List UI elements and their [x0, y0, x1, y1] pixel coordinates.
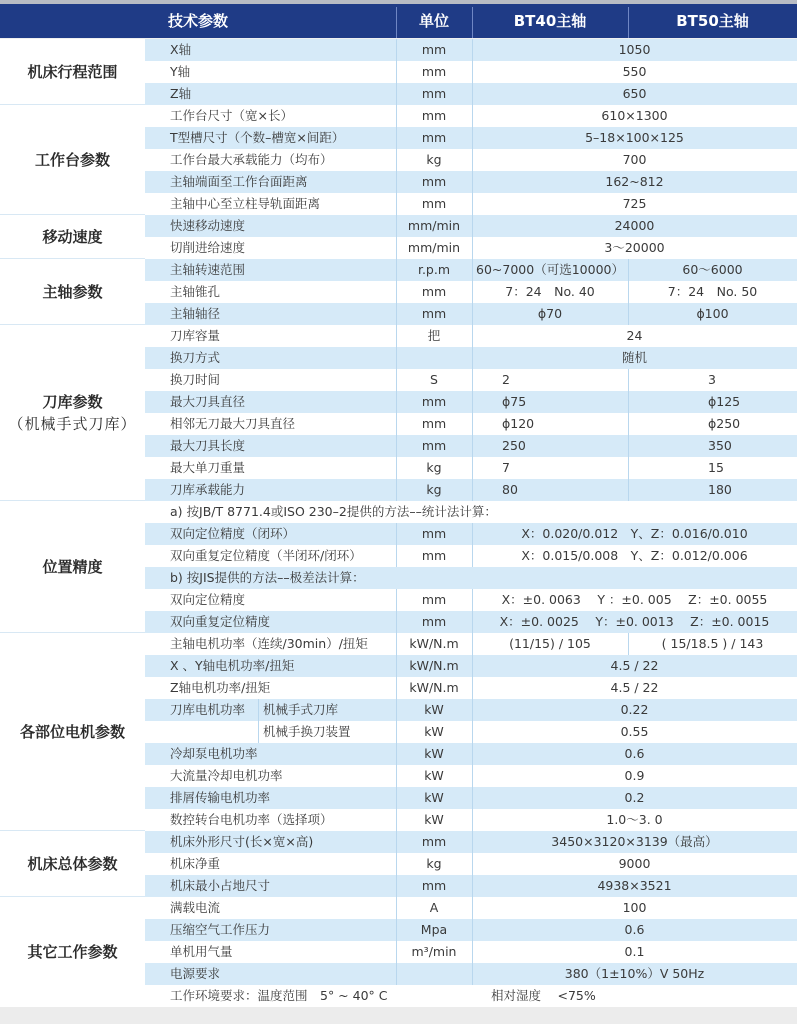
- table-row: [145, 237, 797, 259]
- bt40-value: ϕ75: [502, 394, 527, 409]
- spec-value: 24000: [614, 218, 655, 233]
- table-note-row: [145, 567, 797, 589]
- unit-value: r.p.m: [417, 262, 451, 277]
- table-row: [145, 435, 797, 457]
- spec-value: X：±0. 0025 Y：±0. 0013 Z：±0. 0015: [499, 614, 770, 629]
- bt40-value: 60~7000（可选10000）: [476, 262, 624, 277]
- item-label: 压缩空气工作压力: [170, 922, 271, 937]
- unit-value: mm: [421, 108, 447, 123]
- category-label: 主轴参数: [42, 282, 103, 301]
- unit-value: kg: [426, 482, 442, 497]
- category-accuracy: [0, 501, 145, 633]
- item-label: 刀库承载能力: [170, 482, 246, 497]
- bt50-value: 60～6000: [682, 262, 743, 277]
- item-label: 主轴轴径: [170, 306, 221, 321]
- unit-value: [396, 963, 472, 985]
- spec-value: 0.2: [624, 790, 645, 805]
- spec-value: 162~812: [605, 174, 664, 189]
- column-divider: [472, 435, 473, 457]
- table-row: [145, 809, 797, 831]
- unit-value: kW: [424, 790, 444, 805]
- spec-value: 1.0～3. 0: [606, 812, 663, 827]
- unit-value: mm: [421, 878, 447, 893]
- category-label: 刀库参数: [42, 392, 103, 411]
- spec-value: 5–18×100×125: [585, 130, 684, 145]
- item-label: 排屑传输电机功率: [170, 790, 271, 805]
- item-label: X轴: [170, 42, 192, 57]
- bt50-value: 15: [708, 460, 724, 475]
- unit-value: [396, 347, 472, 369]
- unit-value: mm: [421, 394, 447, 409]
- item-label: X 、Y轴电机功率/扭矩: [170, 658, 295, 673]
- category-worktable: [0, 105, 145, 215]
- category-sublabel: （机械手式刀库）: [8, 414, 137, 433]
- note-text-humidity: 相对湿度 <75%: [491, 988, 596, 1003]
- table-row: [145, 699, 797, 721]
- unit-value: m³/min: [411, 944, 457, 959]
- table-row: [145, 743, 797, 765]
- spec-value: 0.1: [624, 944, 645, 959]
- item-label: Z轴: [170, 86, 192, 101]
- spec-value: 4938×3521: [597, 878, 672, 893]
- unit-value: Mpa: [420, 922, 448, 937]
- unit-value: kW/N.m: [409, 658, 459, 673]
- unit-value: A: [429, 900, 439, 915]
- item-label: 数控转台电机功率（选择项）: [170, 812, 333, 827]
- note-text: 工作环境要求：温度范围 5° ~ 40° C: [170, 988, 388, 1003]
- unit-value: kW/N.m: [409, 680, 459, 695]
- column-divider: [628, 413, 629, 435]
- table-row: [145, 523, 797, 545]
- category-label: 机床行程范围: [27, 62, 118, 81]
- bt50-value: 180: [708, 482, 732, 497]
- unit-value: kg: [426, 152, 442, 167]
- spec-value: 650: [622, 86, 647, 101]
- item-label: 主轴电机功率（连续/30min）/扭矩: [170, 636, 368, 651]
- unit-value: kg: [426, 856, 442, 871]
- bt40-value: 2: [502, 372, 510, 387]
- spec-value: 700: [622, 152, 647, 167]
- column-divider: [472, 413, 473, 435]
- bt50-value: ϕ125: [708, 394, 741, 409]
- item-label: T型槽尺寸（个数–槽宽×间距）: [170, 130, 345, 145]
- category-label: 位置精度: [42, 557, 103, 576]
- item-label: 刀库容量: [170, 328, 221, 343]
- table-row: [145, 193, 797, 215]
- item-label: 单机用气量: [170, 944, 233, 959]
- table-row: [145, 787, 797, 809]
- table-row: [145, 853, 797, 875]
- bt40-value: 7: [502, 460, 510, 475]
- table-row: [145, 105, 797, 127]
- table-row: [145, 479, 797, 501]
- item-label: 机床净重: [170, 856, 221, 871]
- category-spindle: [0, 259, 145, 325]
- spec-value: 9000: [618, 856, 651, 871]
- column-divider: [628, 369, 629, 391]
- item-label: 主轴中心至立柱导轨面距离: [170, 196, 321, 211]
- unit-value: kW: [424, 812, 444, 827]
- item-label: 冷却泵电机功率: [170, 746, 258, 761]
- spec-value: 610×1300: [601, 108, 668, 123]
- unit-value: mm: [421, 130, 447, 145]
- table-row: [145, 61, 797, 83]
- unit-value: mm: [421, 592, 447, 607]
- table-row: [145, 897, 797, 919]
- unit-value: mm: [421, 174, 447, 189]
- table-row: [145, 391, 797, 413]
- table-row: [145, 127, 797, 149]
- bt40-value: ϕ120: [502, 416, 535, 431]
- spec-value: 725: [622, 196, 647, 211]
- table-note-row: [145, 985, 797, 1007]
- bt40-value: 80: [502, 482, 518, 497]
- item-label: 双向定位精度（闭环）: [170, 526, 296, 541]
- item-label: 最大刀具长度: [170, 438, 246, 453]
- bt50-value: 7：24 No. 50: [667, 284, 758, 299]
- spec-value: 100: [622, 900, 647, 915]
- spec-value: 3～20000: [604, 240, 665, 255]
- category-other: [0, 897, 145, 1007]
- table-row: [145, 875, 797, 897]
- item-label: 满载电流: [170, 900, 221, 915]
- item-label: 双向重复定位精度: [170, 614, 271, 629]
- unit-value: mm: [421, 42, 447, 57]
- item-label: Z轴电机功率/扭矩: [170, 680, 271, 695]
- category-label: 其它工作参数: [27, 943, 118, 961]
- category-speed: [0, 215, 145, 259]
- table-note-row: [145, 501, 797, 523]
- table-row: [145, 347, 797, 369]
- table-row: [145, 545, 797, 567]
- table-row: [145, 611, 797, 633]
- table-row: [145, 303, 797, 325]
- table-row: [145, 941, 797, 963]
- subitem-label: 机械手换刀装置: [263, 724, 351, 739]
- bt40-value: 250: [502, 438, 526, 453]
- bottom-background: [0, 1007, 797, 1024]
- bt50-value: ϕ250: [708, 416, 741, 431]
- item-label: 主轴锥孔: [170, 284, 221, 299]
- unit-value: kW: [424, 724, 444, 739]
- bt50-value: 350: [708, 438, 732, 453]
- header-bt50: BT50主轴: [676, 12, 749, 30]
- spec-value: X：±0. 0063 Y ：±0. 005 Z：±0. 0055: [501, 592, 768, 607]
- item-label: 电源要求: [170, 966, 221, 981]
- unit-value: kW/N.m: [409, 636, 459, 651]
- spec-value: 4.5 / 22: [610, 658, 659, 673]
- unit-value: S: [430, 372, 438, 387]
- table-row: [145, 765, 797, 787]
- spec-value: 550: [622, 64, 647, 79]
- note-text: b) 按JIS提供的方法––极差法计算：: [170, 570, 365, 585]
- bt40-value: 7：24 No. 40: [505, 284, 595, 299]
- item-label: 双向重复定位精度（半闭环/闭环）: [170, 548, 362, 563]
- bt40-value: (11/15) / 105: [509, 636, 591, 651]
- table-row: [145, 589, 797, 611]
- table-row: [145, 281, 797, 303]
- spec-value: 4.5 / 22: [610, 680, 659, 695]
- item-label: 相邻无刀最大刀具直径: [170, 416, 296, 431]
- spec-value: 0.6: [624, 922, 645, 937]
- table-row: [145, 831, 797, 853]
- subitem-divider: [258, 699, 259, 721]
- table-row: [145, 655, 797, 677]
- table-row: [145, 259, 797, 281]
- table-row: [145, 963, 797, 985]
- unit-value: 把: [427, 328, 441, 343]
- spec-value: 0.9: [624, 768, 645, 783]
- table-row: [145, 633, 797, 655]
- spec-value: X：0.020/0.012 Y、Z：0.016/0.010: [521, 526, 748, 541]
- table-row: [145, 171, 797, 193]
- unit-value: mm/min: [407, 240, 461, 255]
- column-divider: [472, 391, 473, 413]
- unit-value: mm: [421, 526, 447, 541]
- spec-value: 0.55: [620, 724, 649, 739]
- item-label: 工作台尺寸（宽×长）: [170, 108, 293, 123]
- column-divider: [472, 457, 473, 479]
- item-label: 主轴转速范围: [170, 262, 246, 277]
- unit-value: mm: [421, 416, 447, 431]
- item-label: Y轴: [170, 64, 191, 79]
- unit-value: mm/min: [407, 218, 461, 233]
- unit-value: kW: [424, 746, 444, 761]
- item-label: 最大单刀重量: [170, 460, 246, 475]
- table-row: [145, 149, 797, 171]
- item-label: 换刀时间: [170, 372, 221, 387]
- category-label: 工作台参数: [34, 150, 110, 169]
- unit-value: mm: [421, 64, 447, 79]
- column-divider: [628, 457, 629, 479]
- column-divider: [628, 479, 629, 501]
- spec-value: 3450×3120×3139（最高）: [551, 834, 718, 849]
- item-label: 快速移动速度: [170, 218, 246, 233]
- spec-value: 0.22: [620, 702, 649, 717]
- spec-value: 380（1±10%）V 50Hz: [564, 966, 705, 981]
- bt40-value: ϕ70: [537, 306, 563, 321]
- unit-value: mm: [421, 614, 447, 629]
- category-overall: [0, 831, 145, 897]
- table-row: [145, 39, 797, 61]
- unit-value: mm: [421, 86, 447, 101]
- table-header: [0, 4, 797, 38]
- table-row: [145, 721, 797, 743]
- column-divider: [472, 479, 473, 501]
- table-row: [145, 83, 797, 105]
- subitem-label: 机械手式刀库: [263, 702, 339, 717]
- category-travel: [0, 39, 145, 105]
- spec-value: 24: [626, 328, 643, 343]
- note-text: a) 按JB/T 8771.4或ISO 230–2提供的方法––统计法计算：: [170, 504, 497, 519]
- spec-value: X：0.015/0.008 Y、Z：0.012/0.006: [521, 548, 748, 563]
- bt50-value: ϕ100: [696, 306, 729, 321]
- table-row: [145, 919, 797, 941]
- category-motors: [0, 633, 145, 831]
- unit-value: kW: [424, 702, 444, 717]
- unit-value: kW: [424, 768, 444, 783]
- header-unit: 单位: [418, 12, 449, 30]
- column-divider: [628, 391, 629, 413]
- table-row: [145, 457, 797, 479]
- header-bt40: BT40主轴: [513, 12, 587, 30]
- unit-value: mm: [421, 306, 447, 321]
- item-label: 机床最小占地尺寸: [170, 878, 271, 893]
- bt50-value: 3: [708, 372, 716, 387]
- unit-value: mm: [421, 438, 447, 453]
- item-label: 换刀方式: [170, 350, 221, 365]
- category-tool-magazine: [0, 325, 145, 501]
- item-label: 大流量冷却电机功率: [170, 768, 283, 783]
- item-label: 工作台最大承载能力（均布）: [170, 152, 333, 167]
- item-label: 刀库电机功率: [170, 702, 246, 717]
- item-label: 机床外形尺寸(长×宽×高): [170, 834, 314, 849]
- item-label: 切削进给速度: [170, 240, 246, 255]
- column-divider: [472, 369, 473, 391]
- category-label: 各部位电机参数: [19, 722, 125, 741]
- column-divider: [628, 435, 629, 457]
- table-row: [145, 413, 797, 435]
- table-row: [145, 677, 797, 699]
- unit-value: mm: [421, 548, 447, 563]
- bt50-value: ( 15/18.5 ) / 143: [661, 636, 764, 651]
- category-label: 移动速度: [42, 227, 103, 246]
- unit-value: mm: [421, 834, 447, 849]
- category-label: 机床总体参数: [27, 854, 118, 873]
- table-row: [145, 369, 797, 391]
- spec-value: 0.6: [624, 746, 645, 761]
- subitem-divider: [258, 721, 259, 743]
- unit-value: kg: [426, 460, 442, 475]
- header-params: 技术参数: [167, 12, 228, 30]
- item-label: 主轴端面至工作台面距离: [170, 174, 308, 189]
- item-label: 双向定位精度: [170, 592, 246, 607]
- item-label: 最大刀具直径: [170, 394, 246, 409]
- table-row: [145, 215, 797, 237]
- unit-value: mm: [421, 284, 447, 299]
- spec-value: 随机: [621, 350, 647, 365]
- unit-value: mm: [421, 196, 447, 211]
- table-row: [145, 325, 797, 347]
- spec-value: 1050: [618, 42, 651, 57]
